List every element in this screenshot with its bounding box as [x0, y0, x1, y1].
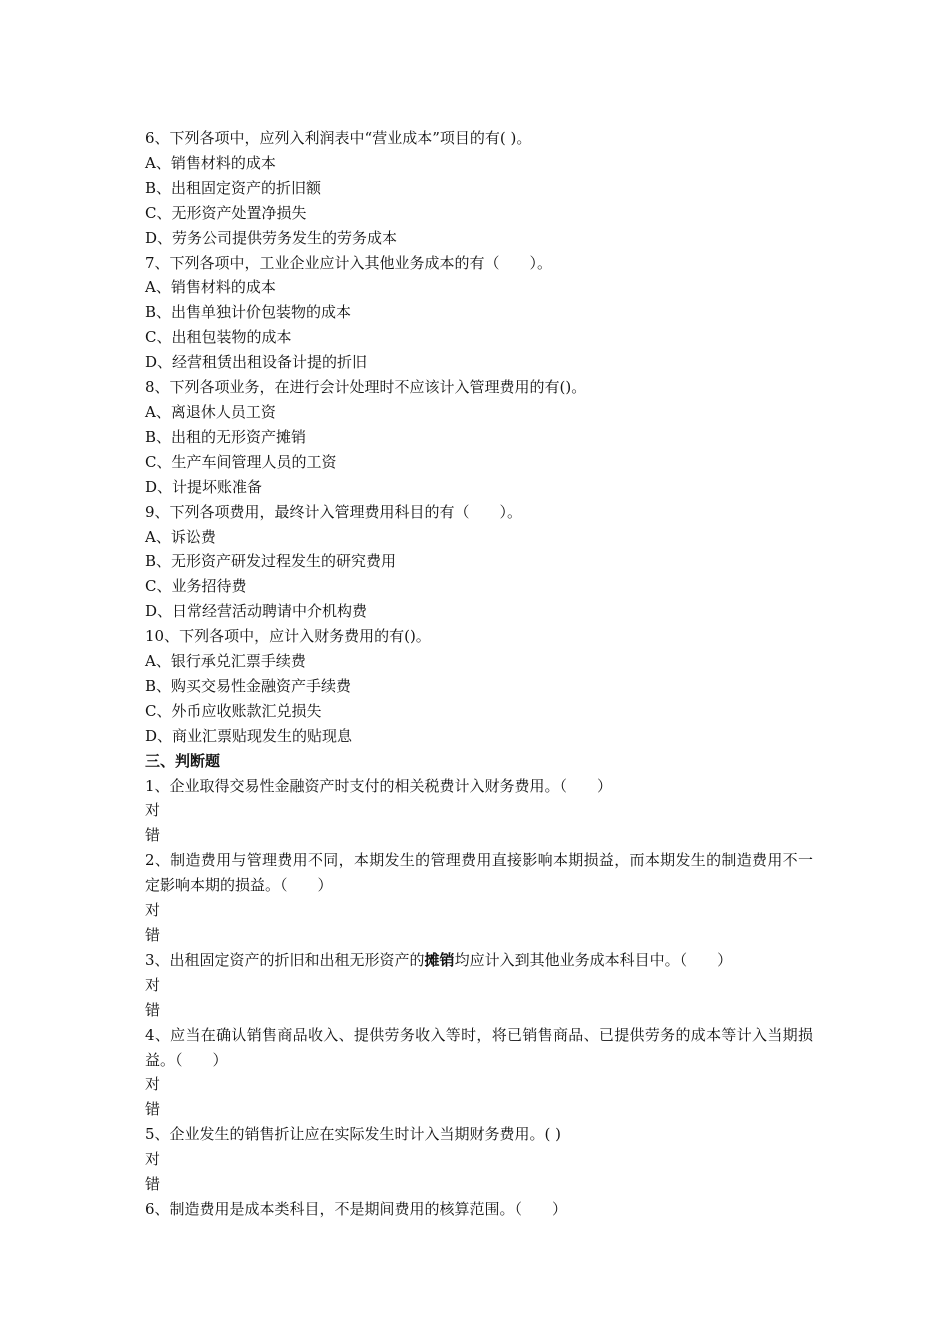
option-a: A、销售材料的成本 [145, 278, 276, 297]
option-d: D、经营租赁出租设备计提的折旧 [145, 353, 368, 372]
option-c: C、生产车间管理人员的工资 [145, 452, 337, 471]
tf-question-text [145, 948, 813, 973]
tf-false-option: 错 [145, 926, 161, 944]
tf-question [145, 1023, 813, 1123]
option-a: A、银行承兑汇票手续费 [145, 652, 306, 671]
tf-true-option: 对 [145, 1150, 161, 1169]
option-c: C、业务招待费 [145, 577, 247, 596]
mc-question [145, 624, 813, 749]
document-page [145, 126, 813, 1222]
option-b: B、购买交易性金融资产手续费 [145, 676, 352, 695]
option-d: D、商业汇票贴现发生的贴现息 [145, 726, 353, 745]
mc-question [145, 375, 813, 500]
tf-true-option: 对 [145, 801, 161, 820]
tf-question [145, 1122, 813, 1197]
tf-text-part: 3、出租固定资产的折旧和出租无形资产的 [145, 950, 425, 969]
tf-false-option: 错 [145, 1100, 161, 1119]
option-d: D、日常经营活动聘请中介机构费 [145, 602, 368, 621]
mc-question [145, 500, 813, 625]
mc-question [145, 251, 813, 376]
option-b: B、无形资产研发过程发生的研究费用 [145, 552, 397, 571]
tf-true-option: 对 [145, 975, 161, 994]
tf-question-text: 6、制造费用是成本类科目，不是期间费用的核算范围。（ ） [145, 1199, 568, 1218]
question-stem: 7、下列各项中，工业企业应计入其他业务成本的有（ ）。 [145, 253, 553, 272]
tf-question [145, 1197, 813, 1222]
tf-question-text: 4、应当在确认销售商品收入、提供劳务收入等时，将已销售商品、已提供劳务的成本等计入当期损益。（ ） [145, 1025, 813, 1069]
mc-question [145, 126, 813, 251]
option-d: D、计提坏账准备 [145, 477, 263, 496]
option-c: C、外币应收账款汇兑损失 [145, 701, 322, 720]
section-heading: 三、判断题 [145, 751, 221, 770]
option-b: B、出租固定资产的折旧额 [145, 178, 322, 197]
option-c: C、无形资产处置净损失 [145, 203, 307, 222]
tf-question [145, 774, 813, 849]
option-d: D、劳务公司提供劳务发生的劳务成本 [145, 228, 398, 247]
tf-false-option: 错 [145, 826, 161, 845]
question-stem: 6、下列各项中，应列入利润表中“营业成本”项目的有( )。 [145, 129, 532, 147]
tf-question [145, 848, 813, 948]
question-stem: 9、下列各项费用，最终计入管理费用科目的有（ ）。 [145, 502, 523, 521]
option-a: A、销售材料的成本 [145, 153, 276, 172]
question-stem: 10、下列各项中，应计入财务费用的有()。 [145, 627, 431, 646]
tf-question [145, 948, 813, 1023]
tf-false-option: 错 [145, 1175, 161, 1194]
tf-question-text: 1、企业取得交易性金融资产时支付的相关税费计入财务费用。（ ） [145, 776, 613, 795]
tf-text-bold: 摊销 [424, 950, 455, 969]
tf-true-option: 对 [145, 1075, 161, 1094]
option-a: A、诉讼费 [145, 527, 216, 546]
tf-text-part: 均应计入到其他业务成本科目中。（ ） [454, 950, 733, 969]
option-c: C、出租包装物的成本 [145, 328, 292, 347]
option-a: A、离退休人员工资 [145, 402, 276, 421]
tf-question-text: 2、制造费用与管理费用不同，本期发生的管理费用直接影响本期损益，而本期发生的制造费用不一定影响本期的损益。（ ） [145, 851, 813, 895]
option-b: B、出租的无形资产摊销 [145, 427, 307, 446]
question-stem: 8、下列各项业务，在进行会计处理时不应该计入管理费用的有()。 [145, 378, 587, 397]
option-b: B、出售单独计价包装物的成本 [145, 303, 352, 322]
tf-true-option: 对 [145, 901, 161, 920]
tf-false-option: 错 [145, 1000, 161, 1019]
tf-question-text: 5、企业发生的销售折让应在实际发生时计入当期财务费用。( ) [145, 1125, 562, 1144]
